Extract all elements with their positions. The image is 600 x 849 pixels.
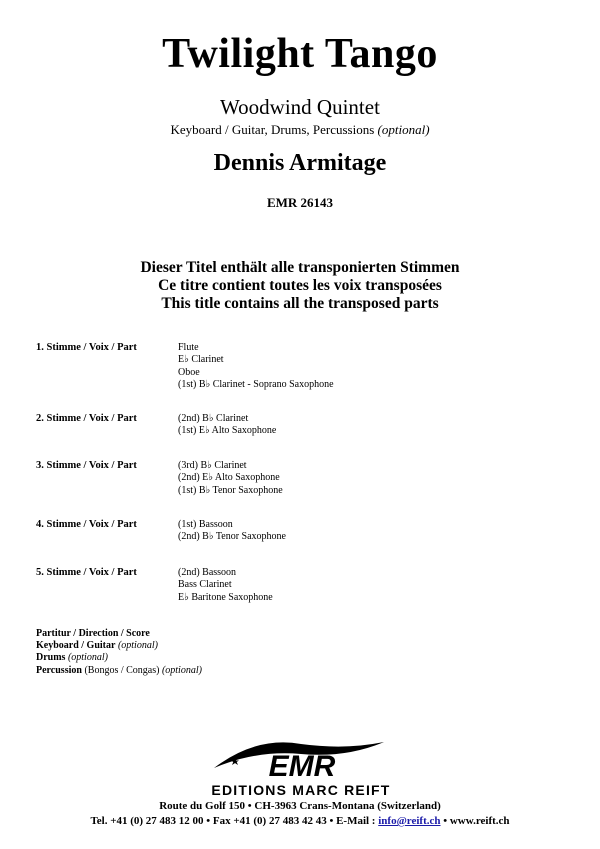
part-5-instruments <box>178 567 273 604</box>
instrument-line: (2nd) E♭ Alto Saxophone <box>178 472 280 484</box>
ensemble-subtitle: Woodwind Quintet <box>220 95 380 119</box>
instrument-line: (1st) B♭ Clarinet - Soprano Saxophone <box>178 379 334 391</box>
publisher-logo <box>196 738 406 798</box>
instrument-line: (1st) B♭ Tenor Saxophone <box>178 484 283 496</box>
percussion-line <box>36 665 202 677</box>
email-link[interactable]: info@reift.ch <box>378 815 441 827</box>
instrumentation-optional: (optional) <box>377 122 430 137</box>
logo-emr-text: EMR <box>268 750 336 783</box>
notice-french: Ce titre contient toutes les voix transposées <box>158 277 442 294</box>
keyboard-label: Keyboard / Guitar <box>36 640 116 652</box>
notice-english: This title contains all the transposed parts <box>161 295 439 312</box>
notice-german: Dieser Titel enthält alle transponierten Stimmen <box>140 259 460 276</box>
part-5-label: 5. Stimme / Voix / Part <box>36 567 137 578</box>
drums-label: Drums <box>36 652 66 664</box>
part-3-instruments <box>178 460 283 497</box>
composer-name: Dennis Armitage <box>213 150 387 176</box>
part-4-label: 4. Stimme / Voix / Part <box>36 519 137 530</box>
instrument-line: E♭ Baritone Saxophone <box>178 591 273 603</box>
part-2-instruments <box>178 413 276 438</box>
catalog-number: EMR 26143 <box>266 195 334 210</box>
emr-logo-graphic <box>196 738 406 798</box>
part-3-label: 3. Stimme / Voix / Part <box>36 460 137 471</box>
instrumentation-main: Keyboard / Guitar, Drums, Percussions <box>170 122 375 137</box>
part-1-instruments <box>178 342 334 392</box>
publisher-contact <box>0 815 600 827</box>
page-title: Twilight Tango <box>162 31 438 77</box>
instrument-line: Flute <box>178 342 199 353</box>
publisher-address: Route du Golf 150 • CH-3963 Crans-Montana (Switzerland) <box>159 800 441 812</box>
logo-wordmark: EDITIONS MARC REIFT <box>211 782 391 798</box>
keyboard-optional: (optional) <box>117 640 158 652</box>
instrument-line: (1st) Bassoon <box>178 519 233 530</box>
instrument-line: (3rd) B♭ Clarinet <box>178 460 247 471</box>
instrument-line: Bass Clarinet <box>178 579 232 591</box>
part-1-label: 1. Stimme / Voix / Part <box>36 342 137 353</box>
percussion-optional: (optional) <box>161 664 202 676</box>
part-4-instruments <box>178 519 286 544</box>
percussion-detail: (Bongos / Congas) <box>84 664 160 676</box>
drums-optional: (optional) <box>67 652 108 664</box>
part-2-label: 2. Stimme / Voix / Part <box>36 413 137 424</box>
contact-phone-fax: Tel. +41 (0) 27 483 12 00 • Fax +41 (0) 27 483 42 43 • E-Mail : <box>90 815 379 827</box>
instrument-line: E♭ Clarinet <box>178 354 224 366</box>
instrumentation-line <box>0 122 600 138</box>
instrument-line: (2nd) B♭ Clarinet <box>178 413 249 424</box>
instrument-line: Oboe <box>178 366 200 378</box>
instrument-line: (1st) E♭ Alto Saxophone <box>178 425 277 437</box>
score-line <box>36 628 202 640</box>
contact-website: • www.reift.ch <box>440 815 510 827</box>
keyboard-line <box>36 640 202 652</box>
extras-list <box>36 628 202 677</box>
score-label: Partitur / Direction / Score <box>36 628 150 639</box>
percussion-label: Percussion <box>36 664 82 676</box>
instrument-line: (2nd) Bassoon <box>178 567 237 578</box>
drums-line <box>36 652 202 664</box>
instrument-line: (2nd) B♭ Tenor Saxophone <box>178 531 286 543</box>
